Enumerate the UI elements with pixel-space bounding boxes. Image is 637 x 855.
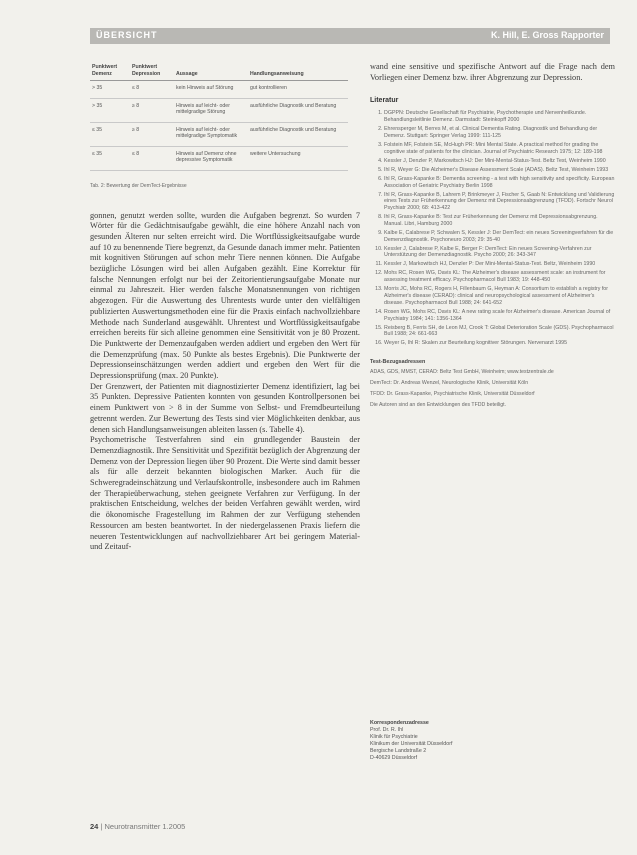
test-address-line: DemTect: Dr. Andreas Wenzel, Neurologische Klinik, Universität Köln — [370, 379, 529, 386]
table-header-row — [90, 62, 348, 81]
author-note: Die Autoren sind an den Entwicklungen des TFDD beteiligt. — [370, 401, 507, 408]
table-cell: ≥ 8 — [130, 98, 174, 122]
correspondence-line: Bergische Landstraße 2 — [370, 747, 427, 754]
page-footer: 24 | Neurotransmitter 1.2005 — [90, 822, 186, 831]
correspondence-line: D-40629 Düsseldorf — [370, 754, 418, 761]
reference-item: 11. Kessler J, Markowitsch HJ, Denzler P: Der Mini-Mental-Status-Test. Beltz, Weinheim 1990 — [384, 261, 615, 268]
table-cell: Hinweis auf Demenz ohne depressive Symptomatik — [174, 146, 248, 170]
table-cell: ≤ 8 — [130, 146, 174, 170]
reference-list — [370, 110, 615, 347]
reference-item: 8. Ihl R, Grass-Kapanke B: Test zur Früherkennung der Demenz mit Depressionsabgrenzung. Manual. Libri, Hamburg 2000 — [384, 214, 615, 228]
table-row — [90, 81, 348, 99]
table-cell: Hinweis auf leicht- oder mittelgradige Störung — [174, 98, 248, 122]
reference-item: 9. Kalbe E, Calabrese P, Schwalen S, Kessler J: Der DemTect: ein neues Screeningverfahren für die Demenzdiagnostik. Psychoneuro 2003; 29: 35-40 — [384, 230, 615, 244]
table-cell: > 35 — [90, 81, 130, 99]
reference-item: 4. Kessler J, Denzler P, Markowitsch HJ: Der Mini-Mental-Status-Test. Beltz Test, Weinheim 1990 — [384, 158, 615, 165]
reference-item: 14. Rosen WG, Mohs RC, Davis KL: A new rating scale for Alzheimer's disease. American Journal of Psychiatry 1984; 141: 1356-1364 — [384, 309, 615, 323]
body-text — [90, 211, 360, 554]
literature-heading: Literatur — [370, 97, 399, 105]
table-header-dementia: Punktwert Demenz — [90, 62, 130, 81]
reference-item: 2. Ehrensperger M, Berres M, et al. Clinical Dementia Rating. Diagnostik und Behandlung der Demenz. Stuttgart: Springer Verlag 1999: 111-125 — [384, 126, 615, 140]
continued-paragraph: wand eine sensitive und spezifische Antwort auf die Frage nach dem Vorliegen einer Demenz bzw. ihrer Abgrenzung zur Depression. — [370, 62, 615, 82]
reference-item: 6. Ihl R, Grass-Kapanke B: Dementia screening - a test with high sensitivity and specificity. European Association of Geriatric Psychiatry Berlin 1998 — [384, 176, 615, 190]
table-header-depression: Punktwert Depression — [130, 62, 174, 81]
correspondence-line: Klinikum der Universität Düsseldorf — [370, 740, 453, 747]
author-line: K. Hill, E. Gross Rapporter — [490, 30, 604, 40]
table-cell: gut kontrollieren — [248, 81, 348, 99]
correspondence-line: Prof. Dr. R. Ihl — [370, 726, 404, 733]
table-cell: ≤ 35 — [90, 146, 130, 170]
reference-item: 3. Folstein MF, Folstein SE, McHugh PR: Mini Mental State. A practical method for grading the cognitive state of patients for the clinician. Journal of Psychiatric Research 1975; 12: 189-198 — [384, 142, 615, 156]
reference-item: 1. DGPPN: Deutsche Gesellschaft für Psychiatrie, Psychotherapie und Nervenheilkunde. Behandlungsleitlinie Demenz. Darmstadt: Steinkopff 2000 — [384, 110, 615, 124]
journal-name: Neurotransmitter 1.2005 — [104, 822, 186, 831]
reference-item: 15. Reisberg B, Ferris SH, de Leon MJ, Crook T: Global Deterioration Scale (GDS). Psychopharmacol Bull 1988; 24: 661-663 — [384, 325, 615, 339]
table-cell: ≤ 8 — [130, 81, 174, 99]
body-paragraph: gonnen, genutzt werden sollte, wurden die Aufgaben begrenzt. So wurden 7 Wörter für die Gedächtnisaufgabe gewählt, die eine höhere Anzahl nach von gesunden Älteren nur selten erreicht wird. Die Wortflüssigkeitsaufgabe wurde auf 10 zu benennende Tiere begrenzt, da Gesunde danach immer mehr. Patienten mit kognitiven Störungen auf schon mehr Tiere nennen können. Die Aufgabe bezügliche Lösungen wird bei allen Aufgaben gezählt. Eine Korrektur für falsche Nennungen erfolgt nur bei der Zeitorientierungsaufgabe Monate nur einmal zu Jahreszeit. Hier werden falsche Monatsnennungen von richtigen abgezogen. Für die Auswertung des Uhrentests wurde unter den vielfältigen publizierten Auswertungsmethoden eine für die Praxis einfach nachvollziehbare Methode nach Sunderland ausgewählt. Uhrentest und Wortflüssigkeitsaufgabe erreichen bereits für sich alleine genommen eine Sensitivität von je 80 Prozent. Die Punktwerte der Demenzaufgaben werden addiert und ergeben den Wert für die Demenzprüfung (max. 50 Punkte als bestes Ergebnis). Die Punktwerte der Depressionseinschätzungen werden addiert und ergeben den Wert für die Depressionsprüfung (max. 20 Punkte). — [90, 210, 360, 381]
body-paragraph: Der Grenzwert, der Patienten mit diagnostizierter Demenz identifiziert, lag bei 35 Punkten. Depressive Patienten konnten von gesunden Kontrollpersonen bei einem Punktwert von > 8 in der Summe von Selbst- und Fremdbeurteilung getrennt werden. Zur Bewertung des Tests sind vier Möglichkeiten denkbar, aus denen sich Handlungsanweisungen ableiten lassen (s. Tabelle 4). — [90, 381, 360, 434]
section-title: ÜBERSICHT — [96, 30, 158, 40]
left-column — [90, 62, 360, 553]
table-cell: ausführliche Diagnostik und Beratung — [248, 122, 348, 146]
reference-item: 7. Ihl R, Grass-Kapanke B, Lahrem P, Brinkmeyer J, Fischer S, Gaab N: Entwicklung und Validierung eines Tests zur Früherkennung der Demenz mit Depressionsabgrenzung (TFDD). Fortschr Neurol Psychiatr 2000; 68: 413-422 — [384, 192, 615, 212]
body-paragraph: Psychometrische Testverfahren sind ein grundlegender Baustein der Demenzdiagnostik. Ihre Sensitivität und Spezifität bezüglich der Abgrenzung der Demenz von der Depression liegen über 90 Prozent. Die Werte sind damit besser als für alle derzeit bekannten biologischen Marker. Auch für die Schweregradeinschätzung und Verlaufskontrolle, insbesondere auch im Rahmen der Therapieüberwachung, stehen geeignete Verfahren zur Verfügung. In der praktischen Entscheidung, welches der beiden Verfahren gewählt werden, wird die ökonomische Fragestellung im Rahmen der zur Verfügung stehenden Ressourcen am besten beantwortet. In der niedergelassenen Praxis liefern die neueren Testentwicklungen auf nachvollziehbarer Art bei geringem Material- und Zeitauf- — [90, 435, 360, 552]
table-header-statement: Aussage — [174, 62, 248, 81]
correspondence-heading: Korrespondenzadresse — [370, 720, 429, 726]
correspondence-block — [370, 720, 510, 761]
table-row — [90, 122, 348, 146]
evaluation-table — [90, 62, 348, 171]
table-row — [90, 98, 348, 122]
table-header-action: Handlungsanweisung — [248, 62, 348, 81]
right-column — [370, 62, 615, 408]
section-header — [90, 28, 610, 44]
test-address-heading: Test-Bezugsadressen — [370, 359, 426, 366]
table-cell: ≥ 8 — [130, 122, 174, 146]
table-cell: ausführliche Diagnostik und Beratung — [248, 98, 348, 122]
correspondence-line: Klinik für Psychiatrie — [370, 733, 418, 740]
reference-item: 5. Ihl R, Weyer G: Die Alzheimer's Disease Assessment Scale (ADAS). Beltz Test, Weinheim 1993 — [384, 167, 615, 174]
table-cell: ≤ 35 — [90, 122, 130, 146]
reference-item: 16. Weyer G, Ihl R: Skalen zur Beurteilung kognitiver Störungen. Nervenarzt 1995 — [384, 340, 615, 347]
table-row — [90, 146, 348, 170]
reference-item: 12. Mohs RC, Rosen WG, Davis KL: The Alzheimer's disease assessment scale: an instrument for assessing treatment efficacy. Psychopharmacol Bull 1983; 19: 448-450 — [384, 270, 615, 284]
reference-item: 10. Kessler J, Calabrese P, Kalbe E, Berger F: DemTect: Ein neues Screening-Verfahren zur Unterstützung der Demenzdiagnostik. Psycho 2000; 26: 343-347 — [384, 246, 615, 260]
page-number: 24 — [90, 822, 99, 831]
reference-item: 13. Morris JC, Mohs RC, Rogers H, Fillenbaum G, Heyman A: Consortium to establish a registry for Alzheimer's disease (CERAD): clinical and neuropsychological assessment of Alzheimer's disease. Psychopharmacol Bull 1988; 24: 641-652 — [384, 286, 615, 306]
table-cell: Hinweis auf leicht- oder mittelgradige Symptomatik — [174, 122, 248, 146]
test-address-line: ADAS, GDS, MMST, CERAD: Beltz Test GmbH, Weinheim; www.testzentrale.de — [370, 369, 554, 376]
test-address-line: TFDD: Dr. Grass-Kapanke, Psychiatrische Klinik, Universität Düsseldorf — [370, 390, 535, 397]
table-caption: Tab. 2: Bewertung der DemTect-Ergebnisse — [90, 182, 187, 189]
table-cell: kein Hinweis auf Störung — [174, 81, 248, 99]
table-cell: > 35 — [90, 98, 130, 122]
table-cell: weitere Untersuchung — [248, 146, 348, 170]
